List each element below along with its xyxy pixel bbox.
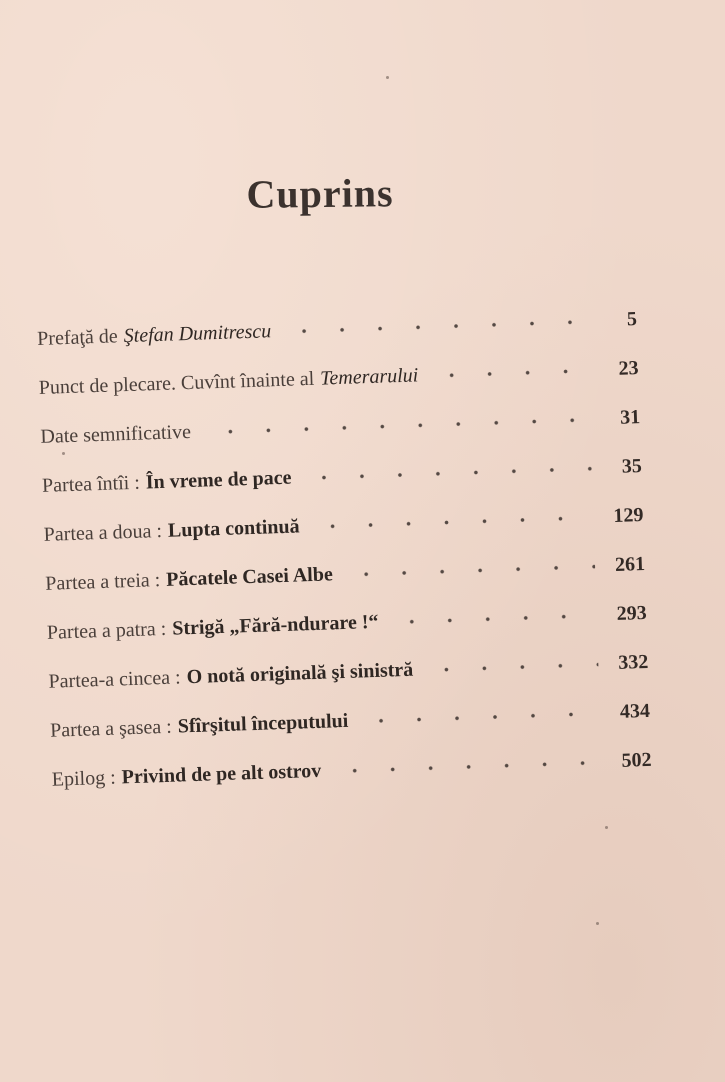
dot-leader [335, 757, 602, 778]
paper-speck [605, 826, 608, 829]
entry-title: Sfîrşitul începutului [177, 709, 349, 738]
entry-title: Păcatele Casei Albe [165, 563, 334, 591]
page-number: 5 [626, 308, 638, 331]
page-number: 129 [613, 503, 644, 527]
entry-label: Date semnificative [40, 420, 192, 448]
entry-title: Privind de pe alt ostrov [121, 759, 322, 789]
page-number: 35 [621, 455, 643, 478]
dot-leader [432, 365, 589, 382]
entry-label: Partea a doua : [43, 519, 163, 546]
entry-title: Ştefan Dumitrescu [123, 320, 272, 348]
paper-speck [62, 452, 65, 455]
entry-title: În vreme de pace [145, 466, 292, 494]
paper-speck [596, 922, 599, 925]
page-number: 23 [618, 357, 639, 380]
dot-leader [427, 659, 598, 677]
entry-title: Lupta continuă [167, 515, 300, 542]
page-number: 332 [617, 650, 649, 674]
dot-leader [347, 561, 596, 581]
paper-speck [386, 76, 389, 79]
entry-label: Punct de plecare. Cuvînt înainte al [38, 367, 315, 399]
dot-leader [362, 708, 600, 728]
page-number: 261 [614, 552, 646, 576]
entry-title: Strigă „Fără-ndurare !“ [171, 610, 379, 640]
entry-label: Partea a patra : [46, 617, 167, 644]
entry-label: Prefaţă de [36, 325, 119, 350]
page-number: 293 [616, 601, 648, 625]
table-of-contents [36, 282, 652, 792]
entry-title: O notă originală şi sinistră [186, 658, 414, 689]
entry-label: Partea a şasea : [49, 715, 173, 742]
dot-leader [392, 610, 597, 629]
page-number: 502 [621, 748, 652, 772]
page-title: Cuprins [246, 170, 394, 217]
page-number: 31 [619, 406, 641, 429]
page-number: 434 [619, 699, 651, 723]
entry-label: Partea-a cincea : [48, 666, 182, 693]
entry-title: Temerarului [319, 364, 419, 390]
entry-label: Epilog : [51, 766, 117, 791]
entry-label: Partea întîi : [41, 471, 141, 497]
entry-label: Partea a treia : [44, 569, 161, 595]
